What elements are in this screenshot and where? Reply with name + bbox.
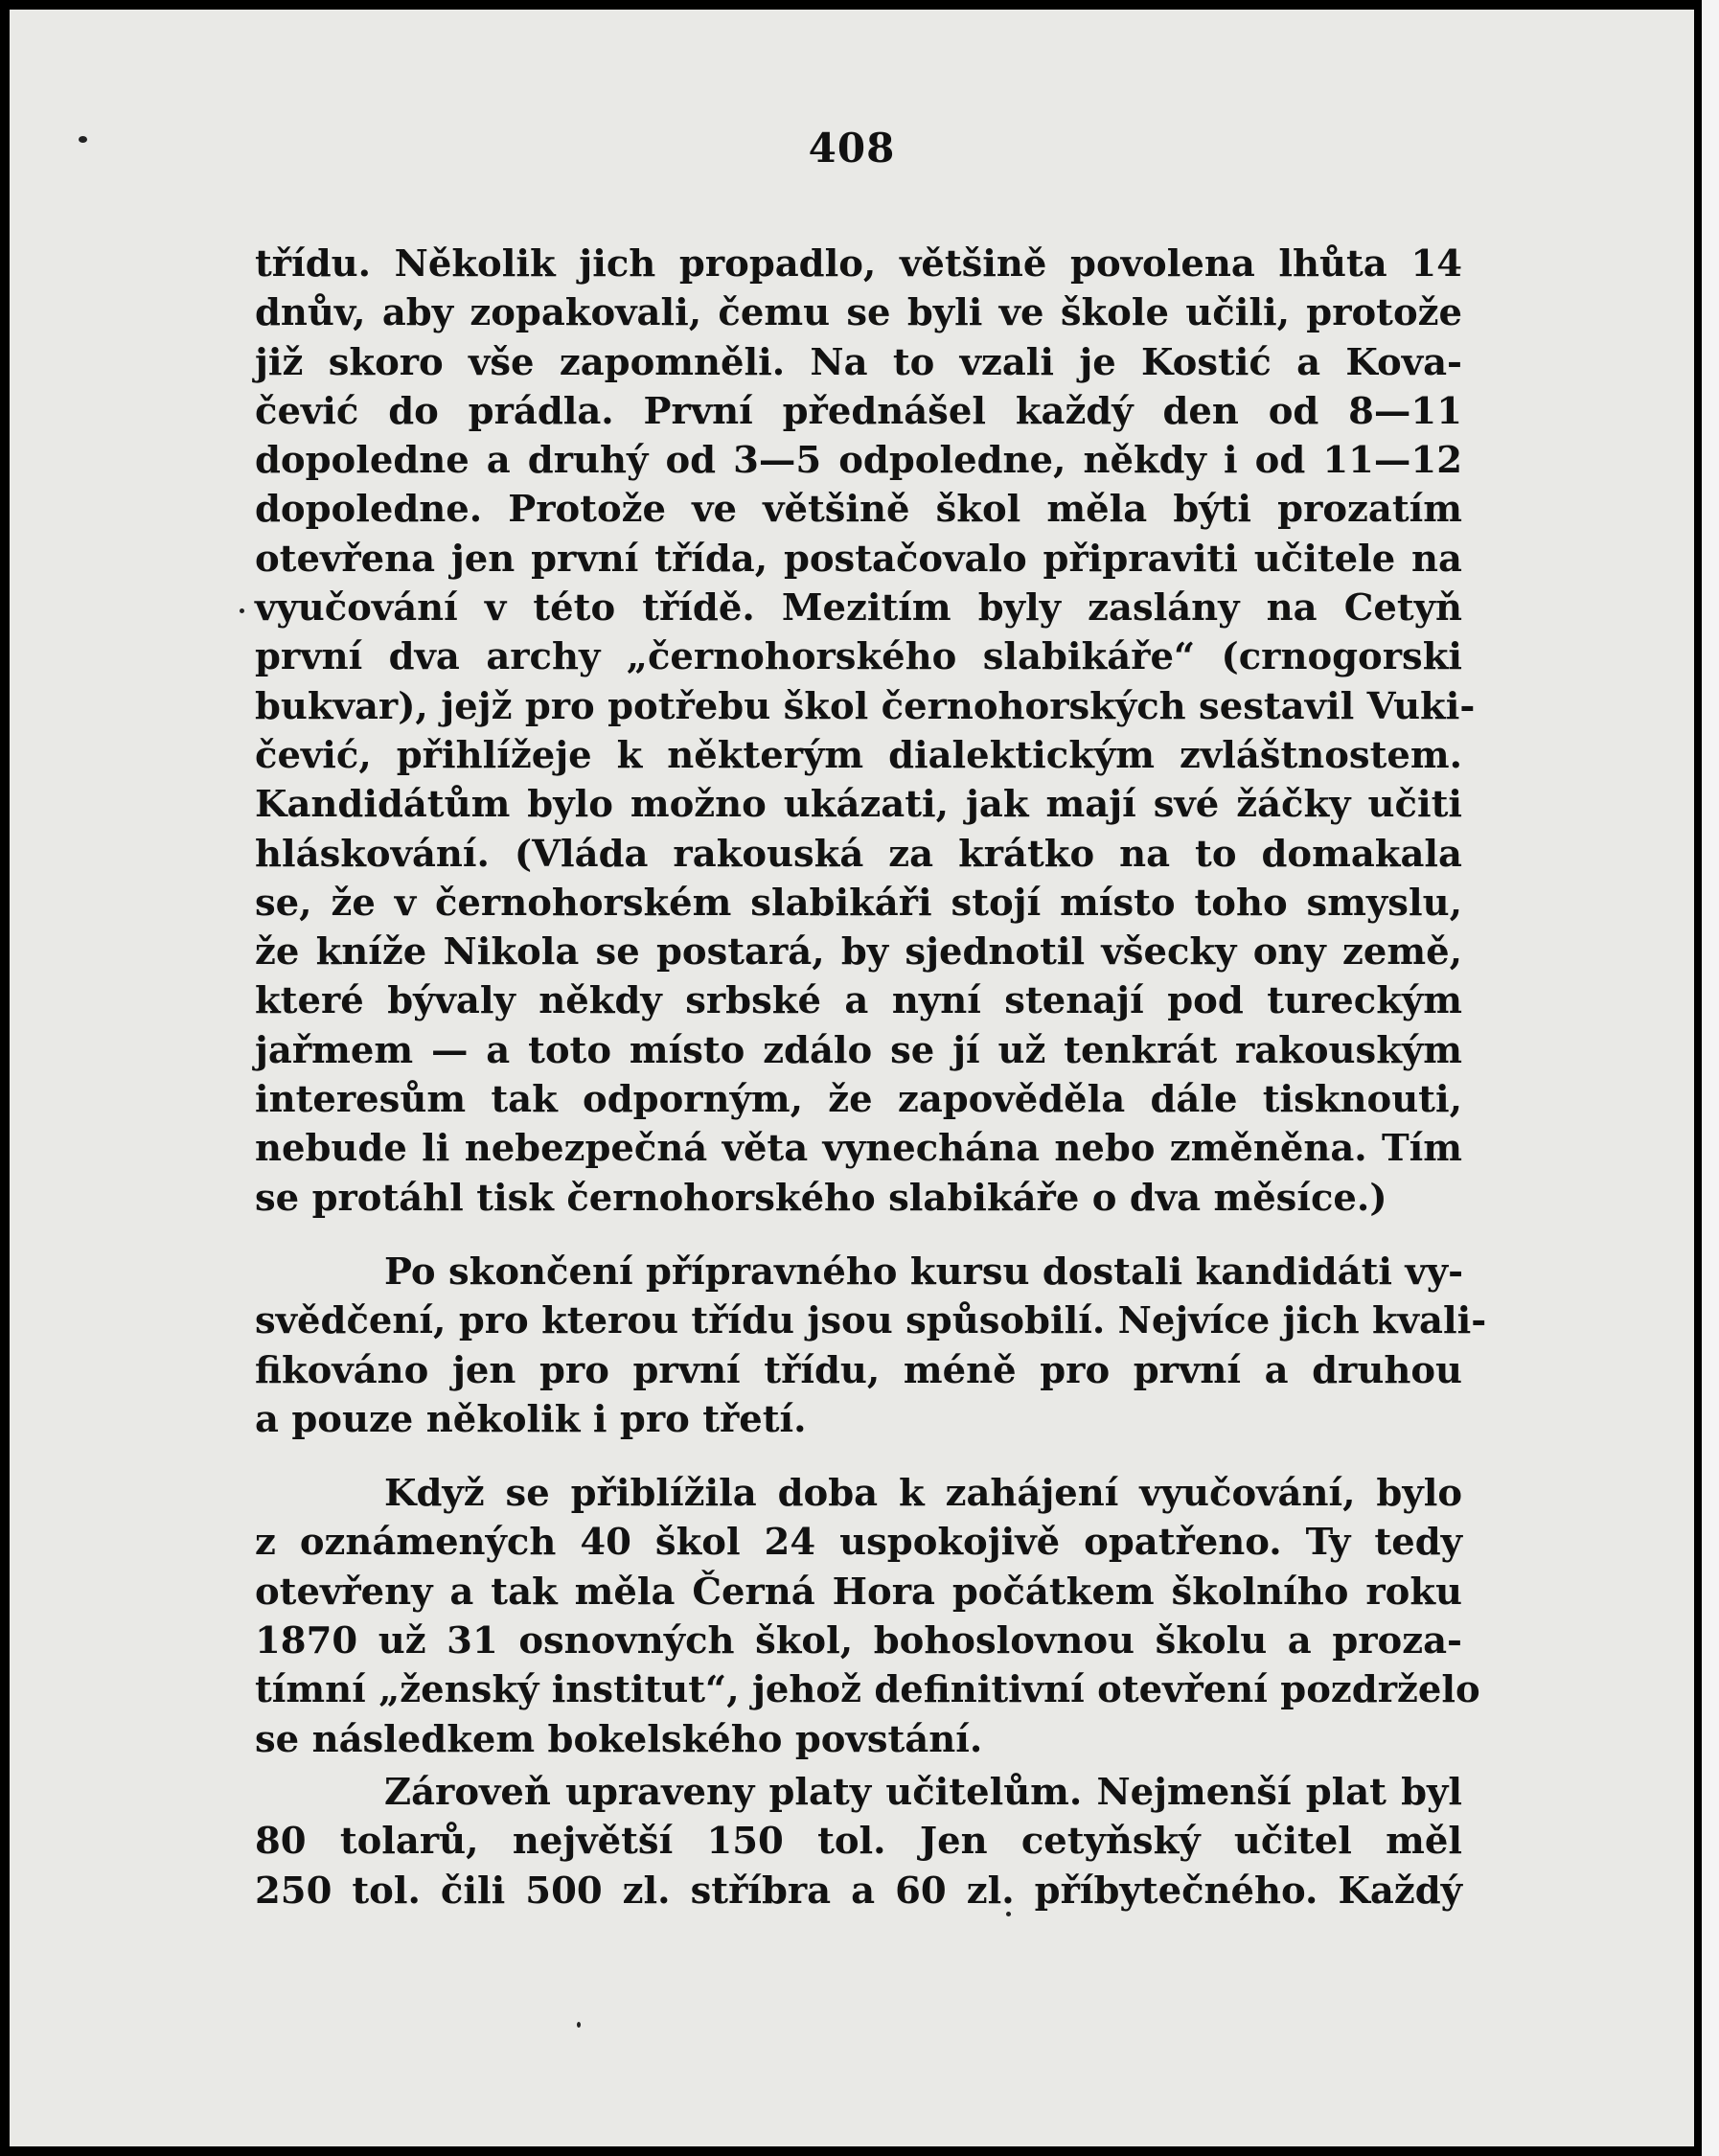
text-line: a pouze několik i pro třetí.: [255, 1397, 807, 1441]
text-line: bukvar), jejž pro potřebu škol černohorských sestavil Vuki-: [255, 684, 1476, 728]
text-line: čević do prádla. První přednášel každý den od 8—11: [255, 389, 1462, 433]
text-line: se, že v černohorském slabikáři stojí místo toho smyslu,: [255, 881, 1462, 925]
paragraph-1: [255, 240, 1476, 1223]
text-line: otevřena jen první třída, postačovalo připraviti učitele na: [255, 537, 1462, 581]
text-line: již skoro vše zapomněli. Na to vzali je Kostić a Kova-: [255, 340, 1462, 384]
text-line: Zároveň upraveny platy učitelům. Nejmenší plat byl: [384, 1770, 1462, 1814]
text-line: Po skončení přípravného kursu dostali kandidáti vy-: [384, 1250, 1464, 1294]
scan-speck: [1006, 1912, 1011, 1916]
text-line: Kandidátům bylo možno ukázati, jak mají své žáčky učiti: [255, 783, 1462, 827]
text-line: třídu. Několik jich propadlo, většině povolena lhůta 14: [255, 242, 1462, 286]
text-line: které bývaly někdy srbské a nyní stenají pod tureckým: [255, 979, 1462, 1023]
text-line: Když se přiblížila doba k zahájení vyučování, bylo: [384, 1472, 1462, 1516]
body-text: [255, 240, 1487, 1915]
paragraph-gap: [255, 1444, 1462, 1469]
text-line: dopoledne. Protože ve většině škol měla býti prozatím: [255, 488, 1462, 532]
text-line: první dva archy „černohorského slabikáře“ (crnogorski: [255, 635, 1462, 679]
text-line: 250 tol. čili 500 zl. stříbra a 60 zl. příbytečného. Každý: [255, 1869, 1462, 1913]
page-number: 408: [808, 125, 896, 172]
text-line: dopoledne a druhý od 3—5 odpoledne, někdy i od 11—12: [255, 439, 1462, 483]
text-line: dnův, aby zopakovali, čemu se byli ve škole učili, protože: [255, 291, 1462, 335]
text-line: vyučování v této třídě. Mezitím byly zaslány na Cetyň: [255, 586, 1462, 631]
paragraph-2: [255, 1248, 1487, 1444]
text-line: jařmem — a toto místo zdálo se jí už tenkrát rakouským: [255, 1028, 1462, 1072]
text-line: 80 tolarů, největší 150 tol. Jen cetyňský učitel měl: [255, 1820, 1462, 1864]
paragraph-gap: [255, 1223, 1462, 1248]
scan-speck: [79, 136, 87, 143]
text-line: že kníže Nikola se postará, by sjednotil všecky ony země,: [255, 930, 1462, 975]
text-line: fikováno jen pro první třídu, méně pro první a druhou: [255, 1348, 1462, 1392]
text-line: čević, přihlížeje k některým dialektickým zvláštnostem.: [255, 733, 1462, 777]
scan-edge-shadow: [1694, 0, 1702, 2156]
text-line: nebude li nebezpečná věta vynechána nebo změněna. Tím: [255, 1127, 1462, 1171]
text-line: svědčení, pro kterou třídu jsou spůsobilí. Nejvíce jich kvali-: [255, 1299, 1487, 1343]
text-line: se protáhl tisk černohorského slabikáře o dva měsíce.): [255, 1176, 1387, 1220]
text-line: hláskování. (Vláda rakouská za krátko na to domakala: [255, 832, 1462, 876]
scan-edge-strip: [1702, 0, 1719, 2156]
scan-speck: [240, 608, 244, 613]
text-line: 1870 už 31 osnovných škol, bohoslovnou školu a proza-: [255, 1619, 1462, 1663]
text-line: tímní „ženský institut“, jehož definitivní otevření pozdrželo: [255, 1668, 1480, 1712]
paragraph-4: [255, 1768, 1462, 1915]
paragraph-3: [255, 1469, 1480, 1764]
text-line: otevřeny a tak měla Černá Hora počátkem školního roku: [255, 1570, 1462, 1614]
text-line: interesům tak odporným, že zapověděla dále tisknouti,: [255, 1078, 1462, 1122]
book-page: [10, 10, 1694, 2146]
scan-speck: [577, 2022, 581, 2028]
text-line: z oznámených 40 škol 24 uspokojivě opatřeno. Ty tedy: [255, 1521, 1462, 1565]
text-line: se následkem bokelského povstání.: [255, 1717, 983, 1761]
